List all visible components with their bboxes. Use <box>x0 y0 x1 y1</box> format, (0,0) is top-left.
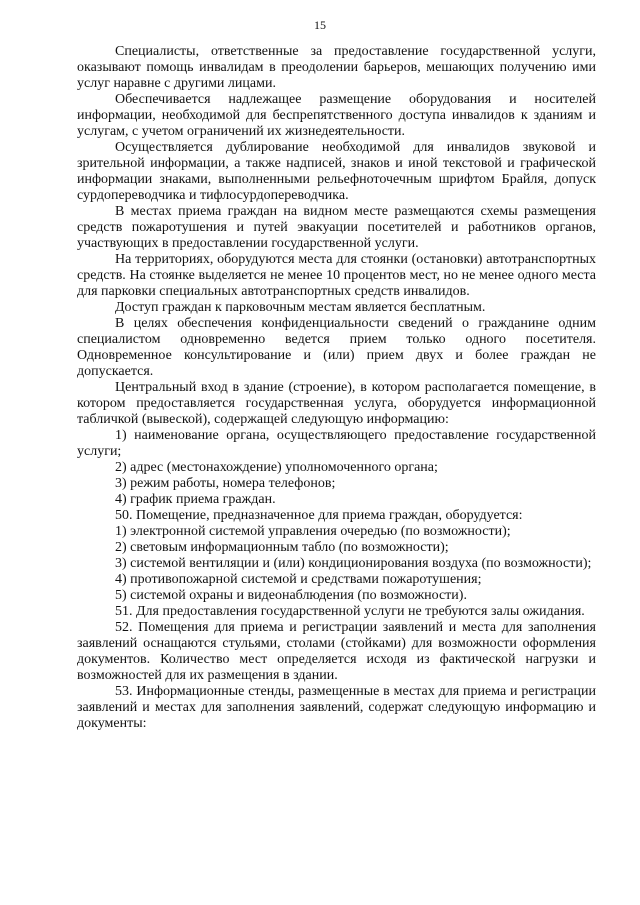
paragraph: Обеспечивается надлежащее размещение оборудования и носителей информации, необходимой для беспрепятственного доступа инвалидов к зданиям и услугам, с учетом ограничений их жизнедеятельности. <box>77 92 596 139</box>
list-item: 4) график приема граждан. <box>115 492 276 507</box>
list-item: 5) системой охраны и видеонаблюдения (по возможности). <box>115 588 467 603</box>
numbered-paragraph: 53. Информационные стенды, размещенные в местах для приема и регистрации заявлений и местах для заполнения заявлений, содержат следующую информацию и документы: <box>77 684 596 731</box>
paragraph: В местах приема граждан на видном месте размещаются схемы размещения средств пожаротушения и путей эвакуации посетителей и работников органов, участвующих в предоставлении государственной услуги. <box>77 204 596 251</box>
paragraph: Осуществляется дублирование необходимой для инвалидов звуковой и зрительной информации, а также надписей, знаков и иной текстовой и графической информации знаками, выполненными рельефноточечным шрифтом Брайля, допуск сурдопереводчика и тифлосурдопереводчика. <box>77 140 596 203</box>
list-item: 2) световым информационным табло (по возможности); <box>115 540 449 555</box>
paragraph: В целях обеспечения конфиденциальности сведений о гражданине одним специалистом одновременно ведется прием только одного посетителя. Одновременное консультирование и (или) прием двух и более граждан не допускается. <box>77 316 596 379</box>
numbered-paragraph: 50. Помещение, предназначенное для приема граждан, оборудуется: <box>115 508 523 523</box>
paragraph: На территориях, оборудуются места для стоянки (остановки) автотранспортных средств. На стоянке выделяется не менее 10 процентов мест, но не менее одного места для парковки специальных автотранспортных средств инвалидов. <box>77 252 596 299</box>
page-number: 15 <box>314 18 326 32</box>
list-item: 4) противопожарной системой и средствами пожаротушения; <box>115 572 482 587</box>
list-item: 3) режим работы, номера телефонов; <box>115 476 336 491</box>
paragraph: Доступ граждан к парковочным местам является бесплатным. <box>115 300 486 315</box>
paragraph: Специалисты, ответственные за предоставление государственной услуги, оказывают помощь инвалидам в преодолении барьеров, мешающих получению ими услуг наравне с другими лицами. <box>77 44 596 91</box>
list-item: 1) наименование органа, осуществляющего предоставление государственной услуги; <box>77 428 596 459</box>
list-item: 1) электронной системой управления очередью (по возможности); <box>115 524 511 539</box>
list-item: 2) адрес (местонахождение) уполномоченного органа; <box>115 460 438 475</box>
list-item: 3) системой вентиляции и (или) кондиционирования воздуха (по возможности); <box>115 556 592 571</box>
numbered-paragraph: 51. Для предоставления государственной услуги не требуются залы ожидания. <box>115 604 585 619</box>
paragraph: Центральный вход в здание (строение), в котором располагается помещение, в котором предоставляется государственная услуга, оборудуется информационной табличкой (вывеской), содержащей следующую информацию: <box>77 380 596 427</box>
document-body <box>77 44 596 732</box>
numbered-paragraph: 52. Помещения для приема и регистрации заявлений и места для заполнения заявлений оснащаются стульями, столами (стойками) для возможности оформления документов. Количество мест определяется исходя из фактической нагрузки и возможностей для их размещения в здании. <box>77 620 596 683</box>
